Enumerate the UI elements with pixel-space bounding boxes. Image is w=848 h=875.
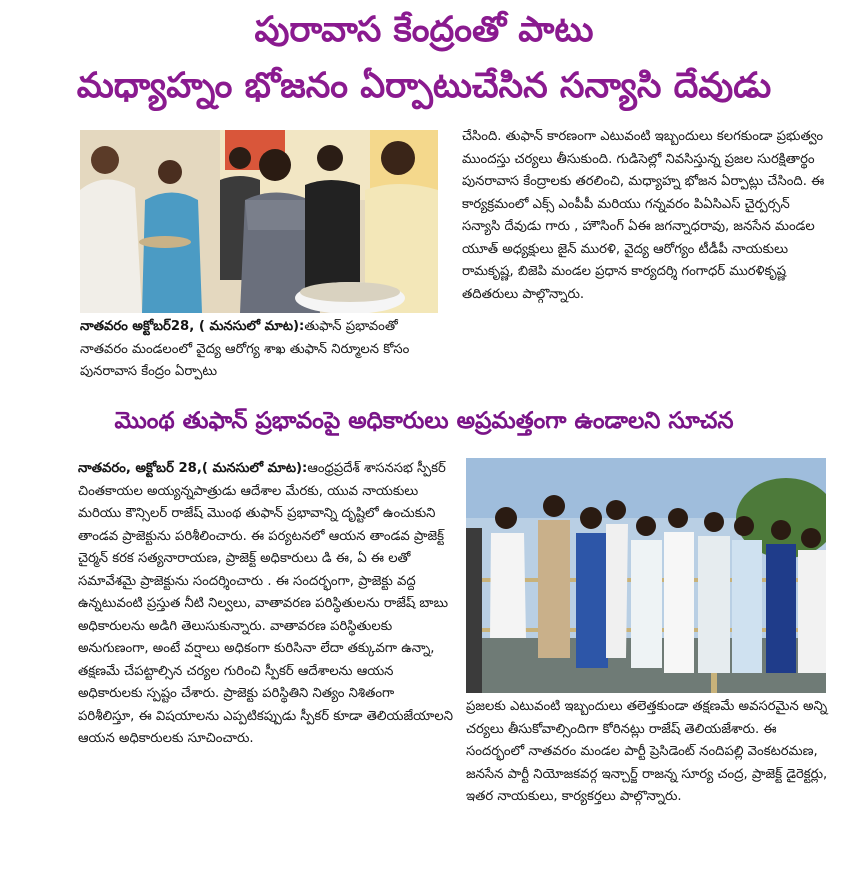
headline-line1: పురావాస కేంద్రంతో పాటు (254, 10, 594, 50)
article1-dateline: నాతవరం అక్టోబర్28, ( మనసులో మాట): (80, 319, 305, 334)
article1-caption-text: తుఫాన్ ప్రభావంతో నాతవరం మండలంలో వైద్య ఆరోగ్య శాఖ తుఫాన్ నిర్మూలన కోసం పునరావాస కేంద్రం ఏర్పాటు (80, 319, 410, 379)
project-inspection-photo (466, 458, 826, 693)
article1-right-text: చేసింది. తుఫాన్ కారణంగా ఎటువంటి ఇబ్బందులు కలగకుండా ప్రభుత్వం ముందస్తు చర్యలు తీసుకుంది. గుడిసెల్లో నివసిస్తున్న ప్రజల సురక్షితార్థం పునరావాస కేంద్రాలకు తరలించి, మధ్యాహ్న భోజన ఏర్పాట్లు చేసింది. ఈ కార్యక్రమంలో ఎక్స్ ఎంపీపీ మరియు గన్నవరం పిఏసిఎస్ చైర్పర్సన్ సన్యాసి దేవుడు గారు , హౌసింగ్ ఏఈ జగన్నాధరావు, జనసేన మండల యూత్ అధ్యక్షులు జైన్ మురళి, వైద్య ఆరోగ్యం టీడీపీ నాయకులు రామకృష్ణ, బిజెపి మండల ప్రధాన కార్యదర్శి గంగాధర్ మురళికృష్ణ తదితరులు పాల్గొన్నారు. (462, 129, 825, 302)
article2-right-text: ప్రజలకు ఎటువంటి ఇబ్బందులు తలెత్తకుండా తక్షణమే అవసరమైన అన్ని చర్యలు తీసుకోవాల్సిందిగా కోరినట్లు రాజేష్ తెలియజేశారు. ఈ సందర్భంలో నాతవరం మండల పార్టీ ప్రెసిడెంట్ నందిపల్లి వెంకటరమణ, జనసేన పార్టీ నియోజకవర్గ ఇన్చార్జ్ రాజన్న సూర్య చంద్ర, ప్రాజెక్ట్ డైరెక్టర్లు, ఇతర నాయకులు, కార్యకర్తలు పాల్గొన్నారు. (466, 699, 828, 804)
article1-caption (80, 316, 442, 384)
subheadline: మొంథ తుఫాన్ ప్రభావంపై అధికారులు అప్రమత్తంగా ఉండాలని సూచన (114, 408, 734, 434)
headline-line2: మధ్యాహ్నం భోజనం ఏర్పాటుచేసిన సన్యాసి దేవుడు (76, 66, 772, 106)
article2-left-column (78, 458, 453, 751)
article2-right-column (466, 696, 828, 809)
article2-left-text: ఆంధ్రప్రదేశ్ శాసనసభ స్పీకర్ చింతకాయల అయ్యన్నపాత్రుడు ఆదేశాల మేరకు, యువ నాయకులు మరియు కౌన్సిలర్ రాజేష్ మొంథ తుఫాన్ ప్రభావాన్ని దృష్టిలో ఉంచుకుని తాండవ ప్రాజెక్టును పరిశీలించారు. ఈ పర్యటనలో ఆయన తాండవ ప్రాజెక్ట్ చైర్మన్ కరక సత్యనారాయణ, ప్రాజెక్ట్ అధికారులు డి ఈ, ఏ ఈ లతో సమావేశమై ప్రాజెక్టును సందర్శించారు . ఈ సందర్భంగా, ప్రాజెక్టు వద్ద ఉన్నటువంటి ప్రస్తుత నీటి నిల్వలు, వాతావరణ పరిస్థితులను రాజేష్ బాబు అధికారులను అడిగి తెలుసుకున్నారు. వాతావరణ పరిస్థితులకు అనుగుణంగా, అంటే వర్షాలు అధికంగా కురిసినా లేదా తక్కువగా ఉన్నా, తక్షణమే చేపట్టాల్సిన చర్యల గురించి స్పీకర్ ఆదేశాలను ఆయన అధికారులకు స్పష్టం చేశారు. ప్రాజెక్టు పరిస్థితిని నిత్యం నిశితంగా పరిశీలిస్తూ, ఈ విషయాలను ఎప్పటికప్పుడు స్పీకర్ కూడా తెలియజేయాలని ఆయన అధికారులకు సూచించారు. (78, 461, 453, 746)
food-distribution-photo (80, 130, 438, 313)
article2-dateline: నాతవరం, అక్టోబర్ 28,( మనసులో మాట): (78, 461, 308, 476)
article1-right-column (462, 126, 826, 306)
